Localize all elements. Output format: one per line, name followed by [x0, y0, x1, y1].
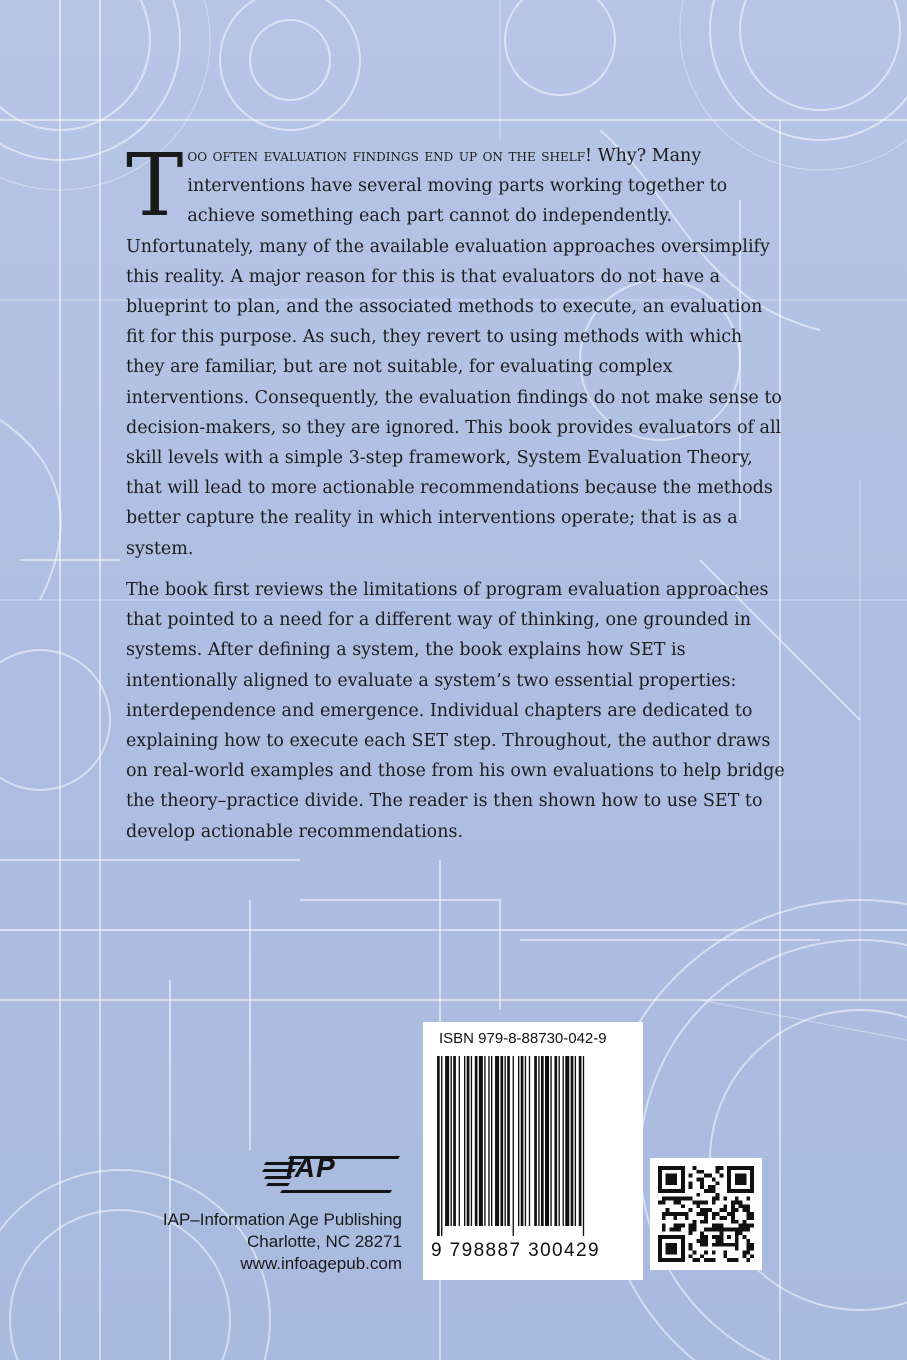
qr-code [650, 1158, 762, 1270]
description-paragraph-2 [126, 575, 786, 847]
dropcap-letter: T [126, 136, 184, 236]
paragraph-1-body: ! Why? Many interventions have several moving parts working together to achieve something each part cannot do independently. Unfortunately, many of the available evaluation approaches oversimplify this reality. A major reason for this is that evaluators do not have a blueprint to plan, and the associated methods to execute, an evaluation fit for this purpose. As such, they revert to using methods with which they are familiar, but are not suitable, for evaluating complex interventions. Consequently, the evaluation findings do not make sense to decision-makers, so they are ignored. This book provides evaluators of all skill levels with a simple 3-step framework, System Evaluation Theory, that will lead to more actionable recommendations because the methods better capture the reality in which interventions operate; that is as a system. [126, 146, 782, 559]
barcode-bars [435, 1056, 633, 1236]
isbn-barcode [423, 1022, 643, 1280]
isbn-label: ISBN 979-8-88730-042-9 [439, 1030, 607, 1047]
publisher-city: Charlotte, NC 28271 [247, 1232, 402, 1251]
description-paragraph-1 [126, 136, 786, 564]
iap-logo-text: IAP [286, 1152, 336, 1183]
barcode-digits: 9 798887 300429 [431, 1240, 600, 1261]
qr-code-icon [658, 1166, 754, 1262]
lead-smallcaps: oo often evaluation findings end up on the shelf [187, 146, 586, 166]
paragraph-2-text: The book first reviews the limitations of program evaluation approaches that pointed to a need for a different way of thinking, one grounded in systems. After defining a system, the book explains how SET is intentionally aligned to evaluate a system’s two essential properties: interdependence and emergence. Individual chapters are dedicated to explaining how to execute each SET step. Throughout, the author draws on real-world examples and those from his own evaluations to help bridge the theory–practice divide. The reader is then shown how to use SET to develop actionable recommendations. [126, 580, 785, 842]
publisher-name: IAP–Information Age Publishing [162, 1210, 402, 1229]
publisher-url: www.infoagepub.com [240, 1254, 402, 1273]
